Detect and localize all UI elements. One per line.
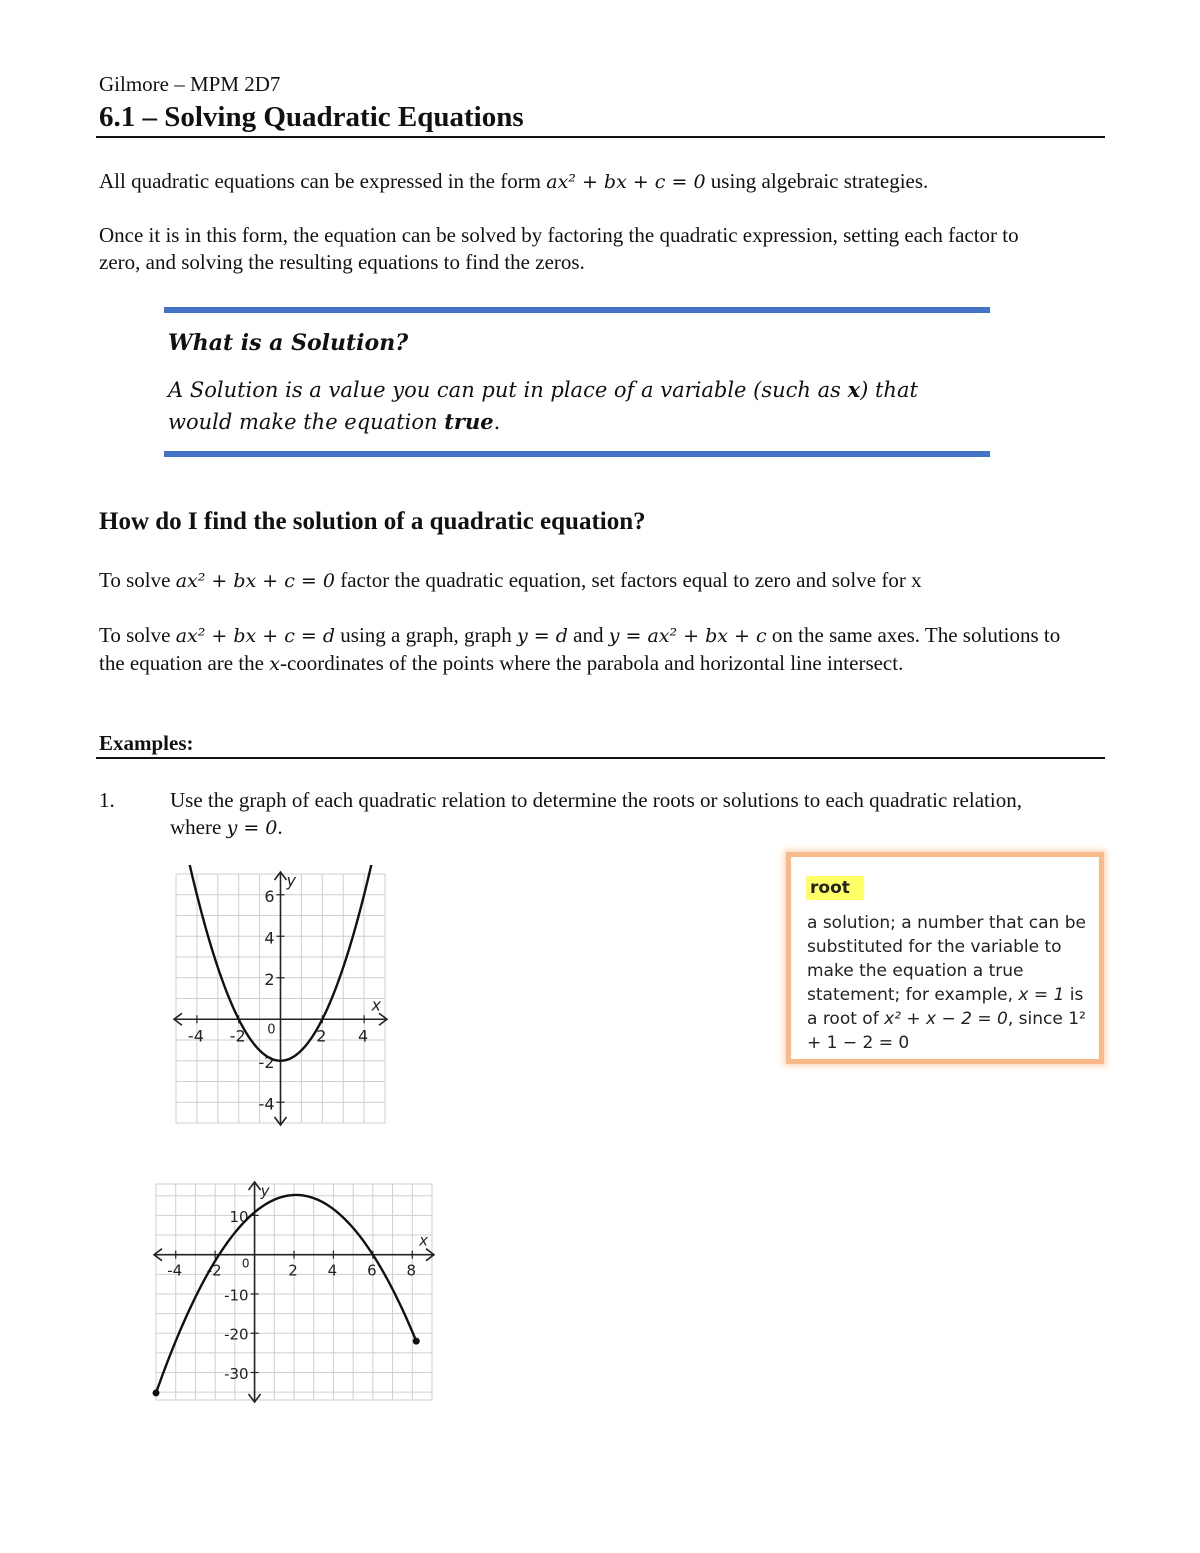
p4-text-d: on the same axes. The solutions to the equation are the xyxy=(99,623,1061,675)
def-math-2: x² + x − 2 = 0 xyxy=(884,1009,1008,1029)
p4-text-b: using a graph, graph xyxy=(335,623,518,647)
solution-text-middle: ) that would make the equation xyxy=(168,378,918,434)
curve-endpoint-left xyxy=(153,1389,160,1396)
definition-body xyxy=(807,911,1095,1055)
solution-bold-word: true xyxy=(444,409,494,434)
solution-text: A Solution is a value you can put in place of a variable (such as xyxy=(168,378,848,402)
p4-math-2: y = d xyxy=(517,625,568,647)
y-axis-label: y xyxy=(286,871,296,890)
x-tick-label: -2 xyxy=(206,1261,222,1280)
box-bottom-border xyxy=(164,451,990,457)
x-tick-label: -4 xyxy=(167,1261,183,1280)
origin-label: 0 xyxy=(241,1256,250,1271)
intro-text-end: using algebraic strategies. xyxy=(705,169,929,193)
graphing-paragraph xyxy=(99,622,1089,678)
y-axis-label: y xyxy=(260,1182,270,1200)
y-tick-label: -10 xyxy=(224,1286,249,1305)
graph-1 xyxy=(170,865,395,1130)
x-tick-label: 2 xyxy=(288,1261,298,1280)
q1-text: Use the graph of each quadratic relation to determine the roots or solutions to each quadratic relation, where xyxy=(170,788,1022,839)
y-tick-label: 2 xyxy=(264,969,275,989)
def-text-c: , since 1² + 1 − 2 = 0 xyxy=(807,1009,1086,1053)
x-tick-label: -2 xyxy=(229,1026,246,1046)
x-tick-label: 2 xyxy=(316,1026,327,1046)
graph-2 xyxy=(150,1178,440,1408)
solution-text-end: . xyxy=(493,410,501,434)
question-1-text xyxy=(170,787,1070,842)
y-tick-label: 6 xyxy=(264,886,275,906)
y-tick-label: -4 xyxy=(258,1094,275,1114)
page-title: 6.1 – Solving Quadratic Equations xyxy=(99,101,524,133)
x-tick-label: 4 xyxy=(327,1261,338,1280)
y-tick-label: 4 xyxy=(264,928,275,948)
x-tick-label: 4 xyxy=(358,1026,369,1046)
solution-variable: x xyxy=(847,377,861,402)
intro-text: All quadratic equations can be expressed in the form xyxy=(99,169,547,193)
course-label: Gilmore – MPM 2D7 xyxy=(99,72,281,96)
q1-math: y = 0 xyxy=(226,817,278,839)
intro-paragraph-2: Once it is in this form, the equation can be solved by factoring the quadratic expression, setting each factor to zero, and solving the resulting equations to find the zeros. xyxy=(99,223,1019,274)
q1-text-end: . xyxy=(277,815,283,839)
standard-form-math: ax² + bx + c = 0 xyxy=(546,171,706,193)
p4-text-a: To solve xyxy=(99,623,176,647)
x-tick-label: 6 xyxy=(367,1261,377,1280)
p4-var: x xyxy=(269,653,280,675)
p3-text: To solve xyxy=(99,568,176,592)
x-tick-label: -4 xyxy=(187,1026,204,1046)
box-top-border xyxy=(164,307,990,313)
p3-math: ax² + bx + c = 0 xyxy=(175,570,335,592)
title-divider xyxy=(96,136,1105,138)
y-tick-label: -20 xyxy=(224,1325,249,1344)
p4-math-3: y = ax² + bx + c xyxy=(608,625,767,647)
p3-text-end: factor the quadratic equation, set factors equal to zero and solve for x xyxy=(334,568,922,592)
root-definition-box xyxy=(786,852,1104,1064)
y-tick-label: 10 xyxy=(229,1207,249,1226)
def-text-a: a solution; a number that can be substituted for the variable to make the equation a true statement; for example, xyxy=(807,913,1086,1005)
y-tick-label: -2 xyxy=(258,1052,275,1072)
question-number: 1. xyxy=(99,788,115,812)
x-axis-label: x xyxy=(419,1231,428,1250)
x-tick-label: 8 xyxy=(406,1261,417,1280)
y-tick-label: -30 xyxy=(224,1365,249,1384)
def-math-1: x = 1 xyxy=(1018,985,1065,1005)
p4-math-1: ax² + bx + c = d xyxy=(175,625,336,647)
origin-label: 0 xyxy=(267,1022,276,1038)
x-axis-label: x xyxy=(371,995,381,1015)
curve-endpoint-right xyxy=(413,1338,420,1345)
examples-heading: Examples: xyxy=(99,731,194,755)
solution-box-body xyxy=(168,374,968,438)
section-heading: How do I find the solution of a quadratic equation? xyxy=(99,508,646,535)
p4-text-e: -coordinates of the points where the parabola and horizontal line intersect. xyxy=(279,651,904,675)
def-text-b: is a root of xyxy=(807,985,1084,1029)
intro-paragraph-1 xyxy=(99,168,1099,196)
definition-term: root xyxy=(806,876,864,900)
factoring-paragraph xyxy=(99,567,1099,595)
examples-divider xyxy=(96,757,1105,759)
solution-box-heading: What is a Solution? xyxy=(168,330,409,356)
p4-text-c: and xyxy=(567,623,609,647)
